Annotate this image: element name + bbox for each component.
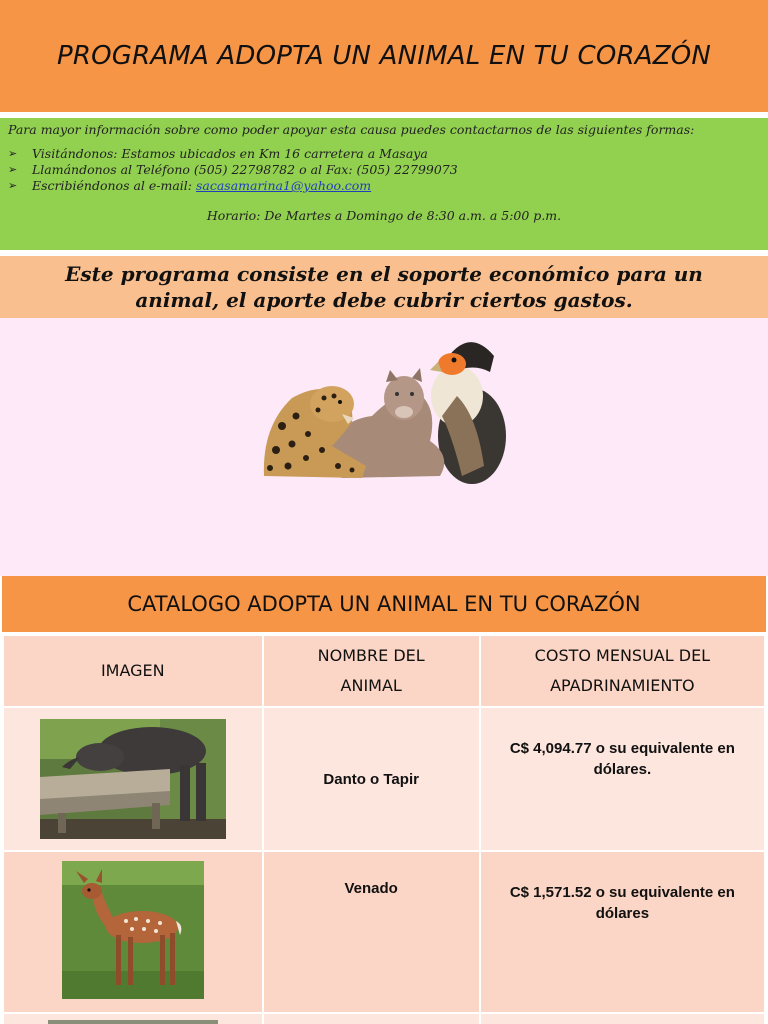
header-cost-line-1: COSTO MENSUAL DEL — [534, 646, 711, 665]
page-header — [0, 0, 768, 112]
table-row — [4, 1014, 764, 1024]
table-row — [4, 708, 764, 850]
header-name-line-2: ANIMAL — [340, 676, 402, 695]
program-line-1: Este programa consiste en el soporte económico para un — [65, 262, 703, 286]
tapir-name: Danto o Tapir — [264, 708, 479, 850]
header-name — [264, 636, 479, 706]
contact-phone: ➢ Llamándonos al Teléfono (505) 22798782 o al Fax: (505) 22799073 — [8, 162, 760, 178]
deer-name: Venado — [264, 852, 479, 1012]
page-title: PROGRAMA ADOPTA UN ANIMAL EN TU CORAZÓN — [56, 41, 712, 71]
next-cost-cell — [481, 1014, 764, 1024]
header-image: IMAGEN — [4, 636, 262, 706]
table-row — [4, 852, 764, 1012]
catalog-table — [2, 634, 766, 1024]
catalog-title: CATALOGO ADOPTA UN ANIMAL EN TU CORAZÓN — [127, 592, 641, 616]
contact-info-section — [0, 118, 768, 250]
header-name-line-1: NOMBRE DEL — [317, 646, 425, 665]
tapir-photo — [40, 719, 226, 839]
email-link[interactable]: sacasamarina1@yahoo.com — [195, 178, 372, 193]
tapir-cost: C$ 4,094.77 o su equivalente en dólares. — [481, 708, 764, 850]
deer-cost: C$ 1,571.52 o su equivalente en dólares — [481, 852, 764, 1012]
header-cost-line-2: APADRINAMIENTO — [550, 676, 695, 695]
table-header-row — [4, 636, 764, 706]
photo-area — [0, 318, 768, 576]
contact-visit: ➢ Visitándonos: Estamos ubicados en Km 16 carretera a Masaya — [8, 146, 760, 162]
deer-image-cell — [4, 852, 262, 1012]
next-name-cell — [264, 1014, 479, 1024]
animals-illustration — [262, 326, 506, 486]
program-description — [0, 256, 768, 318]
catalog-title-bar — [2, 576, 766, 632]
next-image-cell — [4, 1014, 262, 1024]
next-animal-photo — [48, 1020, 218, 1024]
contact-email — [8, 178, 760, 194]
contact-intro: Para mayor información sobre como poder apoyar esta causa puedes contactarnos de las siguientes formas: — [8, 122, 695, 137]
header-cost — [481, 636, 764, 706]
email-prefix: Escribiéndonos al e-mail: — [32, 178, 196, 193]
program-line-2: animal, el aporte debe cubrir ciertos gastos. — [135, 288, 633, 312]
opening-hours: Horario: De Martes a Domingo de 8:30 a.m. a 5:00 p.m. — [206, 208, 562, 223]
contact-list — [8, 146, 760, 194]
catalog-section — [0, 576, 768, 1024]
deer-photo — [62, 861, 204, 999]
tapir-image-cell — [4, 708, 262, 850]
